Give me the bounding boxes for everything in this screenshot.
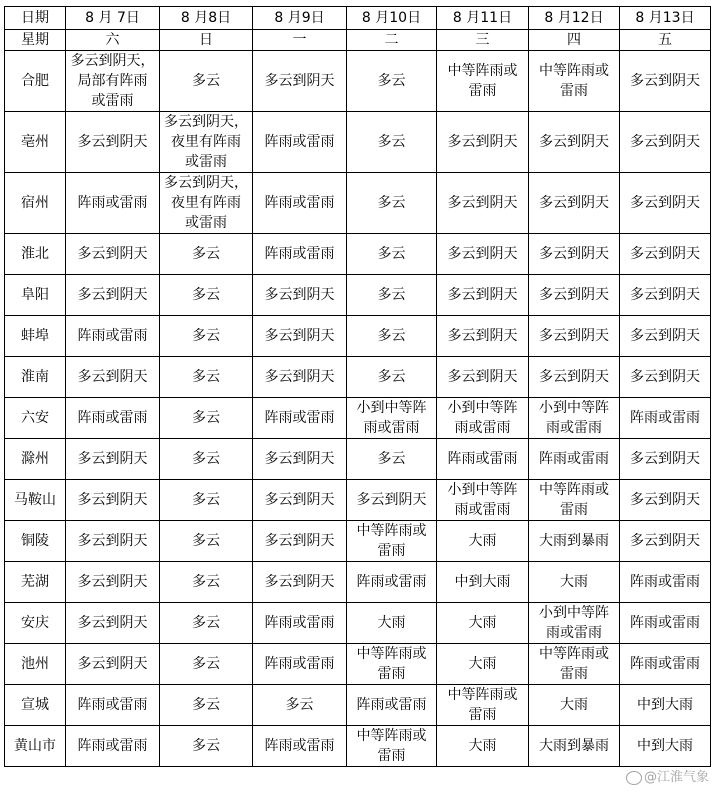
date-header: 8 月10日 [347,7,437,30]
forecast-cell [160,644,253,685]
forecast-text: 多云 [377,246,406,262]
forecast-text: 多云到阴天， 夜里有阵雨 或雷雨 [164,114,248,170]
forecast-cell [253,51,347,112]
forecast-text: 多云到阴天 [539,134,609,150]
forecast-text: 中等阵雨或 雷雨 [539,482,609,518]
forecast-cell [253,234,347,275]
forecast-text: 多云到阴天 [447,287,518,303]
forecast-text: 小到中等阵 雨或雷雨 [356,400,427,436]
forecast-cell [529,398,620,439]
forecast-text: 多云到阴天 [630,134,700,150]
forecast-cell [347,234,437,275]
forecast-cell [347,726,437,767]
forecast-text: 多云 [192,738,220,754]
forecast-cell [347,275,437,316]
forecast-text: 阵雨或雷雨 [630,656,700,672]
date-row [5,7,711,30]
forecast-cell [347,357,437,398]
forecast-text: 多云 [192,615,220,631]
forecast-text: 中等阵雨或 雷雨 [356,728,427,764]
forecast-cell [66,521,160,562]
table-row [5,480,711,521]
forecast-text: 多云到阴天 [77,574,148,590]
forecast-text: 中到大雨 [637,697,693,713]
forecast-text: 阵雨或雷雨 [77,410,148,426]
forecast-cell [253,685,347,726]
forecast-cell [437,112,529,173]
forecast-text: 多云到阴天 [264,492,335,508]
forecast-text: 多云 [285,697,314,713]
forecast-cell [160,521,253,562]
forecast-cell [347,398,437,439]
forecast-text: 大雨到暴雨 [539,738,609,754]
forecast-text: 多云到阴天 [447,369,518,385]
forecast-cell [620,439,711,480]
forecast-cell [66,726,160,767]
forecast-text: 小到中等阵 雨或雷雨 [539,400,609,436]
weekday-header: 一 [253,30,347,51]
table-row [5,357,711,398]
forecast-cell [253,398,347,439]
forecast-cell [620,316,711,357]
forecast-text: 多云 [192,369,220,385]
forecast-text: 多云到阴天 [77,451,148,467]
weekday-header: 六 [66,30,160,51]
forecast-cell [620,603,711,644]
forecast-text: 多云到阴天， 夜里有阵雨 或雷雨 [164,175,248,231]
forecast-text: 阵雨或雷雨 [77,738,148,754]
forecast-cell [253,112,347,173]
forecast-cell [66,357,160,398]
forecast-cell [347,562,437,603]
forecast-cell [347,603,437,644]
forecast-text: 多云 [192,533,220,549]
table-row [5,316,711,357]
forecast-text: 阵雨或雷雨 [630,410,700,426]
forecast-text: 多云到阴天 [77,656,148,672]
forecast-text: 多云到阴天 [630,73,700,89]
forecast-text: 大雨到暴雨 [539,533,609,549]
forecast-cell [620,173,711,234]
weibo-icon [626,771,642,785]
forecast-cell [253,316,347,357]
city-name: 马鞍山 [5,480,66,521]
forecast-cell [437,316,529,357]
forecast-cell [66,112,160,173]
forecast-cell [66,316,160,357]
forecast-text: 阵雨或雷雨 [77,195,148,211]
forecast-text: 多云到阴天 [77,287,148,303]
weekday-header: 四 [529,30,620,51]
date-header: 8 月9日 [253,7,347,30]
forecast-cell [620,644,711,685]
forecast-cell [347,316,437,357]
forecast-text: 多云 [377,369,406,385]
watermark-text: @江淮气象 [643,770,709,785]
forecast-text: 多云 [192,697,220,713]
forecast-cell [66,685,160,726]
forecast-text: 多云 [377,73,406,89]
forecast-cell [347,173,437,234]
city-name: 黄山市 [5,726,66,767]
forecast-cell [529,480,620,521]
forecast-text: 多云 [192,451,220,467]
forecast-cell [253,439,347,480]
forecast-text: 多云 [377,134,406,150]
forecast-cell [160,275,253,316]
forecast-cell [529,234,620,275]
forecast-text: 多云到阴天 [447,246,518,262]
forecast-cell [529,51,620,112]
forecast-cell [437,685,529,726]
forecast-cell [253,603,347,644]
forecast-text: 多云到阴天 [264,328,335,344]
forecast-cell [620,51,711,112]
forecast-text: 小到中等阵 雨或雷雨 [447,482,518,518]
forecast-cell [66,603,160,644]
forecast-cell [253,275,347,316]
table-row [5,644,711,685]
forecast-text: 多云 [192,246,220,262]
forecast-cell [160,439,253,480]
forecast-cell [620,726,711,767]
forecast-text: 阵雨或雷雨 [539,451,609,467]
city-name: 宿州 [5,173,66,234]
forecast-text: 多云到阴天 [356,492,427,508]
forecast-cell [529,603,620,644]
forecast-cell [160,685,253,726]
forecast-cell [66,439,160,480]
forecast-text: 多云 [377,195,406,211]
forecast-text: 多云到阴天， 局部有阵雨 或雷雨 [70,53,155,109]
forecast-cell [437,357,529,398]
table-row [5,275,711,316]
forecast-cell [160,726,253,767]
forecast-cell [529,173,620,234]
forecast-cell [66,480,160,521]
watermark [626,766,709,785]
forecast-text: 多云 [192,574,220,590]
city-name: 淮南 [5,357,66,398]
forecast-text: 多云到阴天 [264,574,335,590]
city-name: 阜阳 [5,275,66,316]
forecast-text: 中等阵雨或 雷雨 [539,63,609,99]
table-row [5,603,711,644]
forecast-text: 阵雨或雷雨 [264,246,335,262]
forecast-text: 多云到阴天 [539,369,609,385]
forecast-cell [160,357,253,398]
forecast-text: 中等阵雨或 雷雨 [539,646,609,682]
weekday-header: 日 [160,30,253,51]
forecast-cell [529,685,620,726]
forecast-text: 多云到阴天 [447,328,518,344]
weekday-header-label: 星期 [5,30,66,51]
forecast-text: 中到大雨 [637,738,693,754]
forecast-cell [620,275,711,316]
table-row [5,234,711,275]
date-header: 8 月13日 [620,7,711,30]
date-header: 8 月 7日 [66,7,160,30]
forecast-text: 多云到阴天 [630,328,700,344]
forecast-cell [253,357,347,398]
city-name: 滁州 [5,439,66,480]
forecast-text: 小到中等阵 雨或雷雨 [539,605,609,641]
forecast-text: 阵雨或雷雨 [264,195,335,211]
forecast-text: 阵雨或雷雨 [77,328,148,344]
forecast-cell [529,562,620,603]
forecast-text: 多云 [192,328,220,344]
forecast-text: 大雨 [468,738,497,754]
forecast-text: 多云到阴天 [264,451,335,467]
forecast-text: 多云到阴天 [539,287,609,303]
forecast-text: 阵雨或雷雨 [264,656,335,672]
forecast-text: 阵雨或雷雨 [77,697,148,713]
forecast-cell [66,173,160,234]
forecast-cell [160,51,253,112]
forecast-cell [437,439,529,480]
forecast-text: 多云 [192,287,220,303]
forecast-text: 中到大雨 [454,574,511,590]
city-name: 六安 [5,398,66,439]
forecast-cell [66,644,160,685]
forecast-text: 多云到阴天 [630,287,700,303]
forecast-cell [620,398,711,439]
forecast-cell [160,480,253,521]
forecast-text: 多云到阴天 [539,246,609,262]
forecast-cell [160,234,253,275]
forecast-cell [66,398,160,439]
forecast-text: 多云到阴天 [77,533,148,549]
forecast-text: 多云到阴天 [539,195,609,211]
table-row [5,112,711,173]
date-header: 8 月8日 [160,7,253,30]
forecast-text: 多云 [192,492,220,508]
forecast-text: 阵雨或雷雨 [630,574,700,590]
forecast-cell [347,439,437,480]
forecast-text: 阵雨或雷雨 [264,410,335,426]
forecast-text: 大雨 [468,533,497,549]
table-row [5,439,711,480]
forecast-cell [160,173,253,234]
forecast-cell [253,644,347,685]
forecast-cell [620,357,711,398]
forecast-text: 阵雨或雷雨 [264,738,335,754]
date-header: 8 月11日 [437,7,529,30]
forecast-cell [437,51,529,112]
forecast-text: 阵雨或雷雨 [356,697,427,713]
forecast-cell [529,644,620,685]
forecast-cell [529,316,620,357]
forecast-text: 中等阵雨或 雷雨 [356,523,427,559]
city-name: 淮北 [5,234,66,275]
forecast-text: 多云到阴天 [77,246,148,262]
city-name: 池州 [5,644,66,685]
forecast-text: 多云到阴天 [264,369,335,385]
city-name: 芜湖 [5,562,66,603]
forecast-text: 阵雨或雷雨 [630,615,700,631]
forecast-cell [347,480,437,521]
forecast-text: 大雨 [468,615,497,631]
city-name: 蚌埠 [5,316,66,357]
forecast-cell [347,521,437,562]
forecast-text: 多云到阴天 [447,195,518,211]
forecast-text: 中等阵雨或 雷雨 [356,646,427,682]
forecast-text: 多云 [377,451,406,467]
forecast-text: 大雨 [560,574,588,590]
table-row [5,726,711,767]
weekday-header: 二 [347,30,437,51]
forecast-text: 阵雨或雷雨 [447,451,518,467]
forecast-cell [437,234,529,275]
forecast-cell [529,726,620,767]
city-name: 宣城 [5,685,66,726]
forecast-cell [66,275,160,316]
forecast-text: 多云到阴天 [539,328,609,344]
forecast-text: 多云到阴天 [77,615,148,631]
date-header: 8 月12日 [529,7,620,30]
forecast-cell [347,112,437,173]
forecast-text: 多云到阴天 [630,195,700,211]
forecast-cell [620,521,711,562]
forecast-text: 多云到阴天 [630,246,700,262]
forecast-text: 阵雨或雷雨 [264,134,335,150]
forecast-cell [529,521,620,562]
forecast-cell [437,603,529,644]
forecast-cell [620,112,711,173]
forecast-text: 中等阵雨或 雷雨 [447,687,518,723]
forecast-cell [253,726,347,767]
weekday-header: 五 [620,30,711,51]
forecast-text: 多云到阴天 [77,492,148,508]
forecast-text: 多云到阴天 [630,451,700,467]
forecast-cell [437,644,529,685]
forecast-cell [620,562,711,603]
table-row [5,51,711,112]
forecast-cell [437,521,529,562]
forecast-text: 多云到阴天 [630,369,700,385]
forecast-text: 多云到阴天 [447,134,518,150]
forecast-cell [620,234,711,275]
forecast-text: 多云到阴天 [630,492,700,508]
forecast-cell [160,562,253,603]
city-name: 铜陵 [5,521,66,562]
forecast-text: 多云到阴天 [77,134,148,150]
forecast-cell [529,112,620,173]
city-name: 亳州 [5,112,66,173]
forecast-cell [347,644,437,685]
forecast-text: 阵雨或雷雨 [356,574,427,590]
forecast-text: 多云到阴天 [264,287,335,303]
forecast-cell [437,480,529,521]
forecast-cell [437,562,529,603]
forecast-cell [160,603,253,644]
forecast-cell [66,562,160,603]
forecast-text: 多云到阴天 [264,533,335,549]
forecast-cell [253,562,347,603]
city-name: 安庆 [5,603,66,644]
forecast-text: 多云 [192,73,220,89]
forecast-text: 多云 [192,656,220,672]
forecast-cell [253,480,347,521]
forecast-cell [529,357,620,398]
forecast-cell [66,51,160,112]
forecast-cell [160,316,253,357]
table-row [5,173,711,234]
forecast-text: 多云 [377,328,406,344]
forecast-cell [437,398,529,439]
forecast-cell [160,398,253,439]
forecast-text: 大雨 [377,615,406,631]
city-name: 合肥 [5,51,66,112]
table-row [5,521,711,562]
forecast-text: 大雨 [468,656,497,672]
table-row [5,562,711,603]
forecast-cell [437,173,529,234]
forecast-text: 多云到阴天 [630,533,700,549]
forecast-cell [529,439,620,480]
weekday-row [5,30,711,51]
forecast-text: 多云 [192,410,220,426]
forecast-cell [253,521,347,562]
forecast-cell [529,275,620,316]
forecast-text: 多云到阴天 [264,73,335,89]
forecast-cell [160,112,253,173]
forecast-cell [347,685,437,726]
forecast-cell [347,51,437,112]
table-row [5,398,711,439]
forecast-text: 大雨 [560,697,588,713]
forecast-cell [437,726,529,767]
forecast-text: 小到中等阵 雨或雷雨 [447,400,518,436]
forecast-cell [253,173,347,234]
forecast-table [4,6,711,767]
forecast-cell [620,685,711,726]
forecast-text: 多云 [377,287,406,303]
weekday-header: 三 [437,30,529,51]
forecast-text: 中等阵雨或 雷雨 [447,63,518,99]
forecast-cell [620,480,711,521]
forecast-cell [66,234,160,275]
forecast-text: 多云到阴天 [77,369,148,385]
forecast-body [5,7,711,767]
table-row [5,685,711,726]
date-header-label: 日期 [5,7,66,30]
forecast-cell [437,275,529,316]
forecast-text: 阵雨或雷雨 [264,615,335,631]
